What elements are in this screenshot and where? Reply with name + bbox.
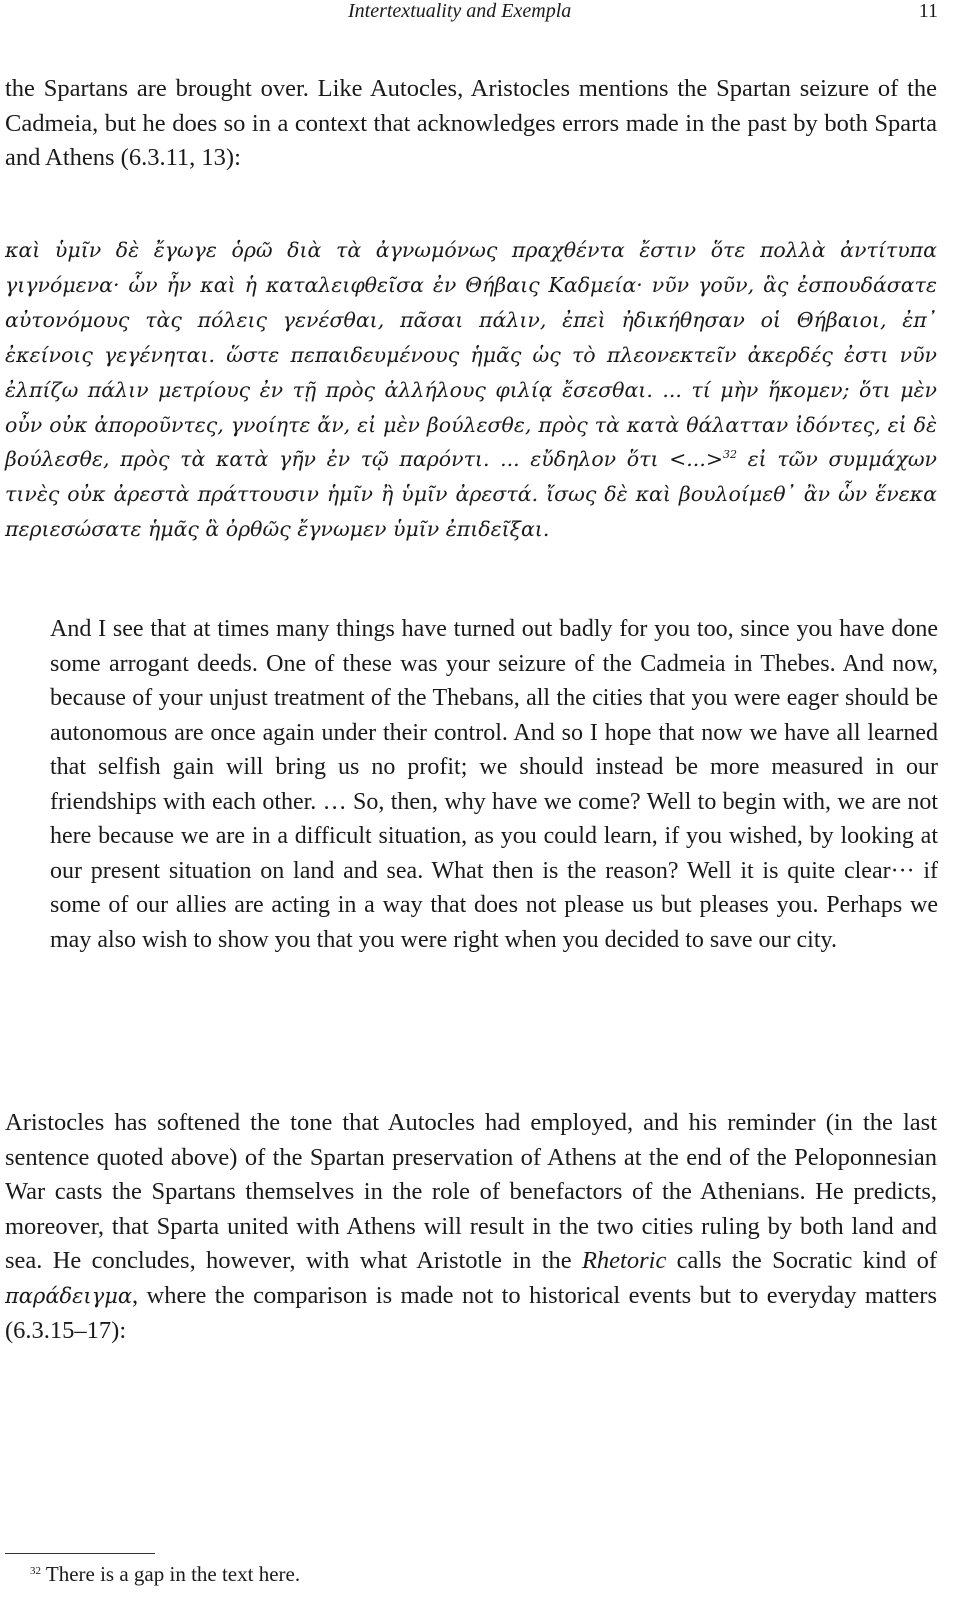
greek-quotation [5, 233, 937, 547]
greek-text-after-note: εἰ τῶν συμμάχων τινὲς οὐκ ἀρεστὰ πράττουσιν ἡμῖν ἢ ὑμῖν ἀρεστά. ἴσως δὲ καὶ βουλοίμεθ᾽ ἂν ὧν ἕνεκα περιεσώσατε ἡμᾶς ἃ ὀρθῶς ἔγνωμεν ὑμῖν ἐπιδεῖξαι. [5, 447, 938, 542]
footnote-number: 32 [30, 1565, 41, 1577]
translation-paragraph: And I see that at times many things have turned out badly for you too, since you have done some arrogant deeds. One of these was your seizure of the Cadmeia in Thebes. And now, because of your unjust treatment of the Thebans, all the cities that you were eager should be autonomous are once again under their control. And so I hope that now we have all learned that selfish gain will bring us no profit; we should instead be more measured in our friendships with each other. … So, then, why have we come? Well to begin with, we are not here because we are in a difficult situation, as you could learn, if you wished, by looking at our present situation on land and sea. What then is the reason? Well it is quite clear··· if some of our allies are acting in a way that does not please us but pleases you. Perhaps we may also wish to show you that you were right when you decided to save our city. [50, 616, 938, 953]
closing-text-part-3: , where the comparison is made not to historical events but to everyday matters (6.3.15–17): [5, 1281, 937, 1344]
work-title-rhetoric: Rhetoric [581, 1247, 667, 1275]
footnote-reference[interactable]: 32 [723, 448, 738, 462]
closing-paragraph [5, 1106, 937, 1348]
closing-text-part-2: calls the Socratic kind of [666, 1247, 937, 1275]
closing-text-part-1: Aristocles has softened the tone that Autocles had employed, and his reminder (in the last sentence quoted above) of the Spartan preservation of Athens at the end of the Peloponnesian War casts the Spartans themselves in the role of benefactors of the Athenians. He predicts, moreover, that Sparta united with Athens will result in the two cities ruling by both land and sea. He concludes, however, with what Aristotle in the [5, 1109, 937, 1275]
footnote [30, 1562, 300, 1587]
running-title: Intertextuality and Exempla [348, 0, 572, 22]
intro-paragraph: the Spartans are brought over. Like Autocles, Aristocles mentions the Spartan seizure of the Cadmeia, but he does so in a context that acknowledges errors made in the past by both Sparta and Athens (6.3.11, 13): [5, 75, 937, 172]
greek-term: παράδειγμα [5, 1283, 133, 1308]
page-number: 11 [918, 0, 938, 22]
footnote-text: There is a gap in the text here. [41, 1562, 301, 1586]
running-header [0, 0, 940, 28]
greek-text-before-note: καὶ ὑμῖν δὲ ἔγωγε ὁρῶ διὰ τὰ ἀγνωμόνως πραχθέντα ἔστιν ὅτε πολλὰ ἀντίτυπα γιγνόμενα· ὧν ἦν καὶ ἡ καταλειφθεῖσα ἐν Θήβαις Καδμεία· νῦν γοῦν, ἃς ἐσπουδάσατε αὐτονόμους τὰς πόλεις γενέσθαι, πᾶσαι πάλιν, ἐπεὶ ἠδικήθησαν οἱ Θήβαιοι, ἐπ᾽ ἐκείνοις γεγένηται. ὥστε πεπαιδευμένους ἡμᾶς ὡς τὸ πλεονεκτεῖν ἀκερδές ἐστι νῦν ἐλπίζω πάλιν μετρίους ἐν τῇ πρὸς ἀλλήλους φιλίᾳ ἔσεσθαι. ... τί μὴν ἥκομεν; ὅτι μὲν οὖν οὐκ ἀποροῦντες, γνοίητε ἄν, εἰ μὲν βούλεσθε, πρὸς τὰ κατὰ θάλατταν ἰδόντες, εἰ δὲ βούλεσθε, πρὸς τὰ κατὰ γῆν ἐν τῷ παρόντι. ... εὔδηλον ὅτι <...> [5, 238, 937, 472]
footnote-divider [5, 1553, 155, 1554]
